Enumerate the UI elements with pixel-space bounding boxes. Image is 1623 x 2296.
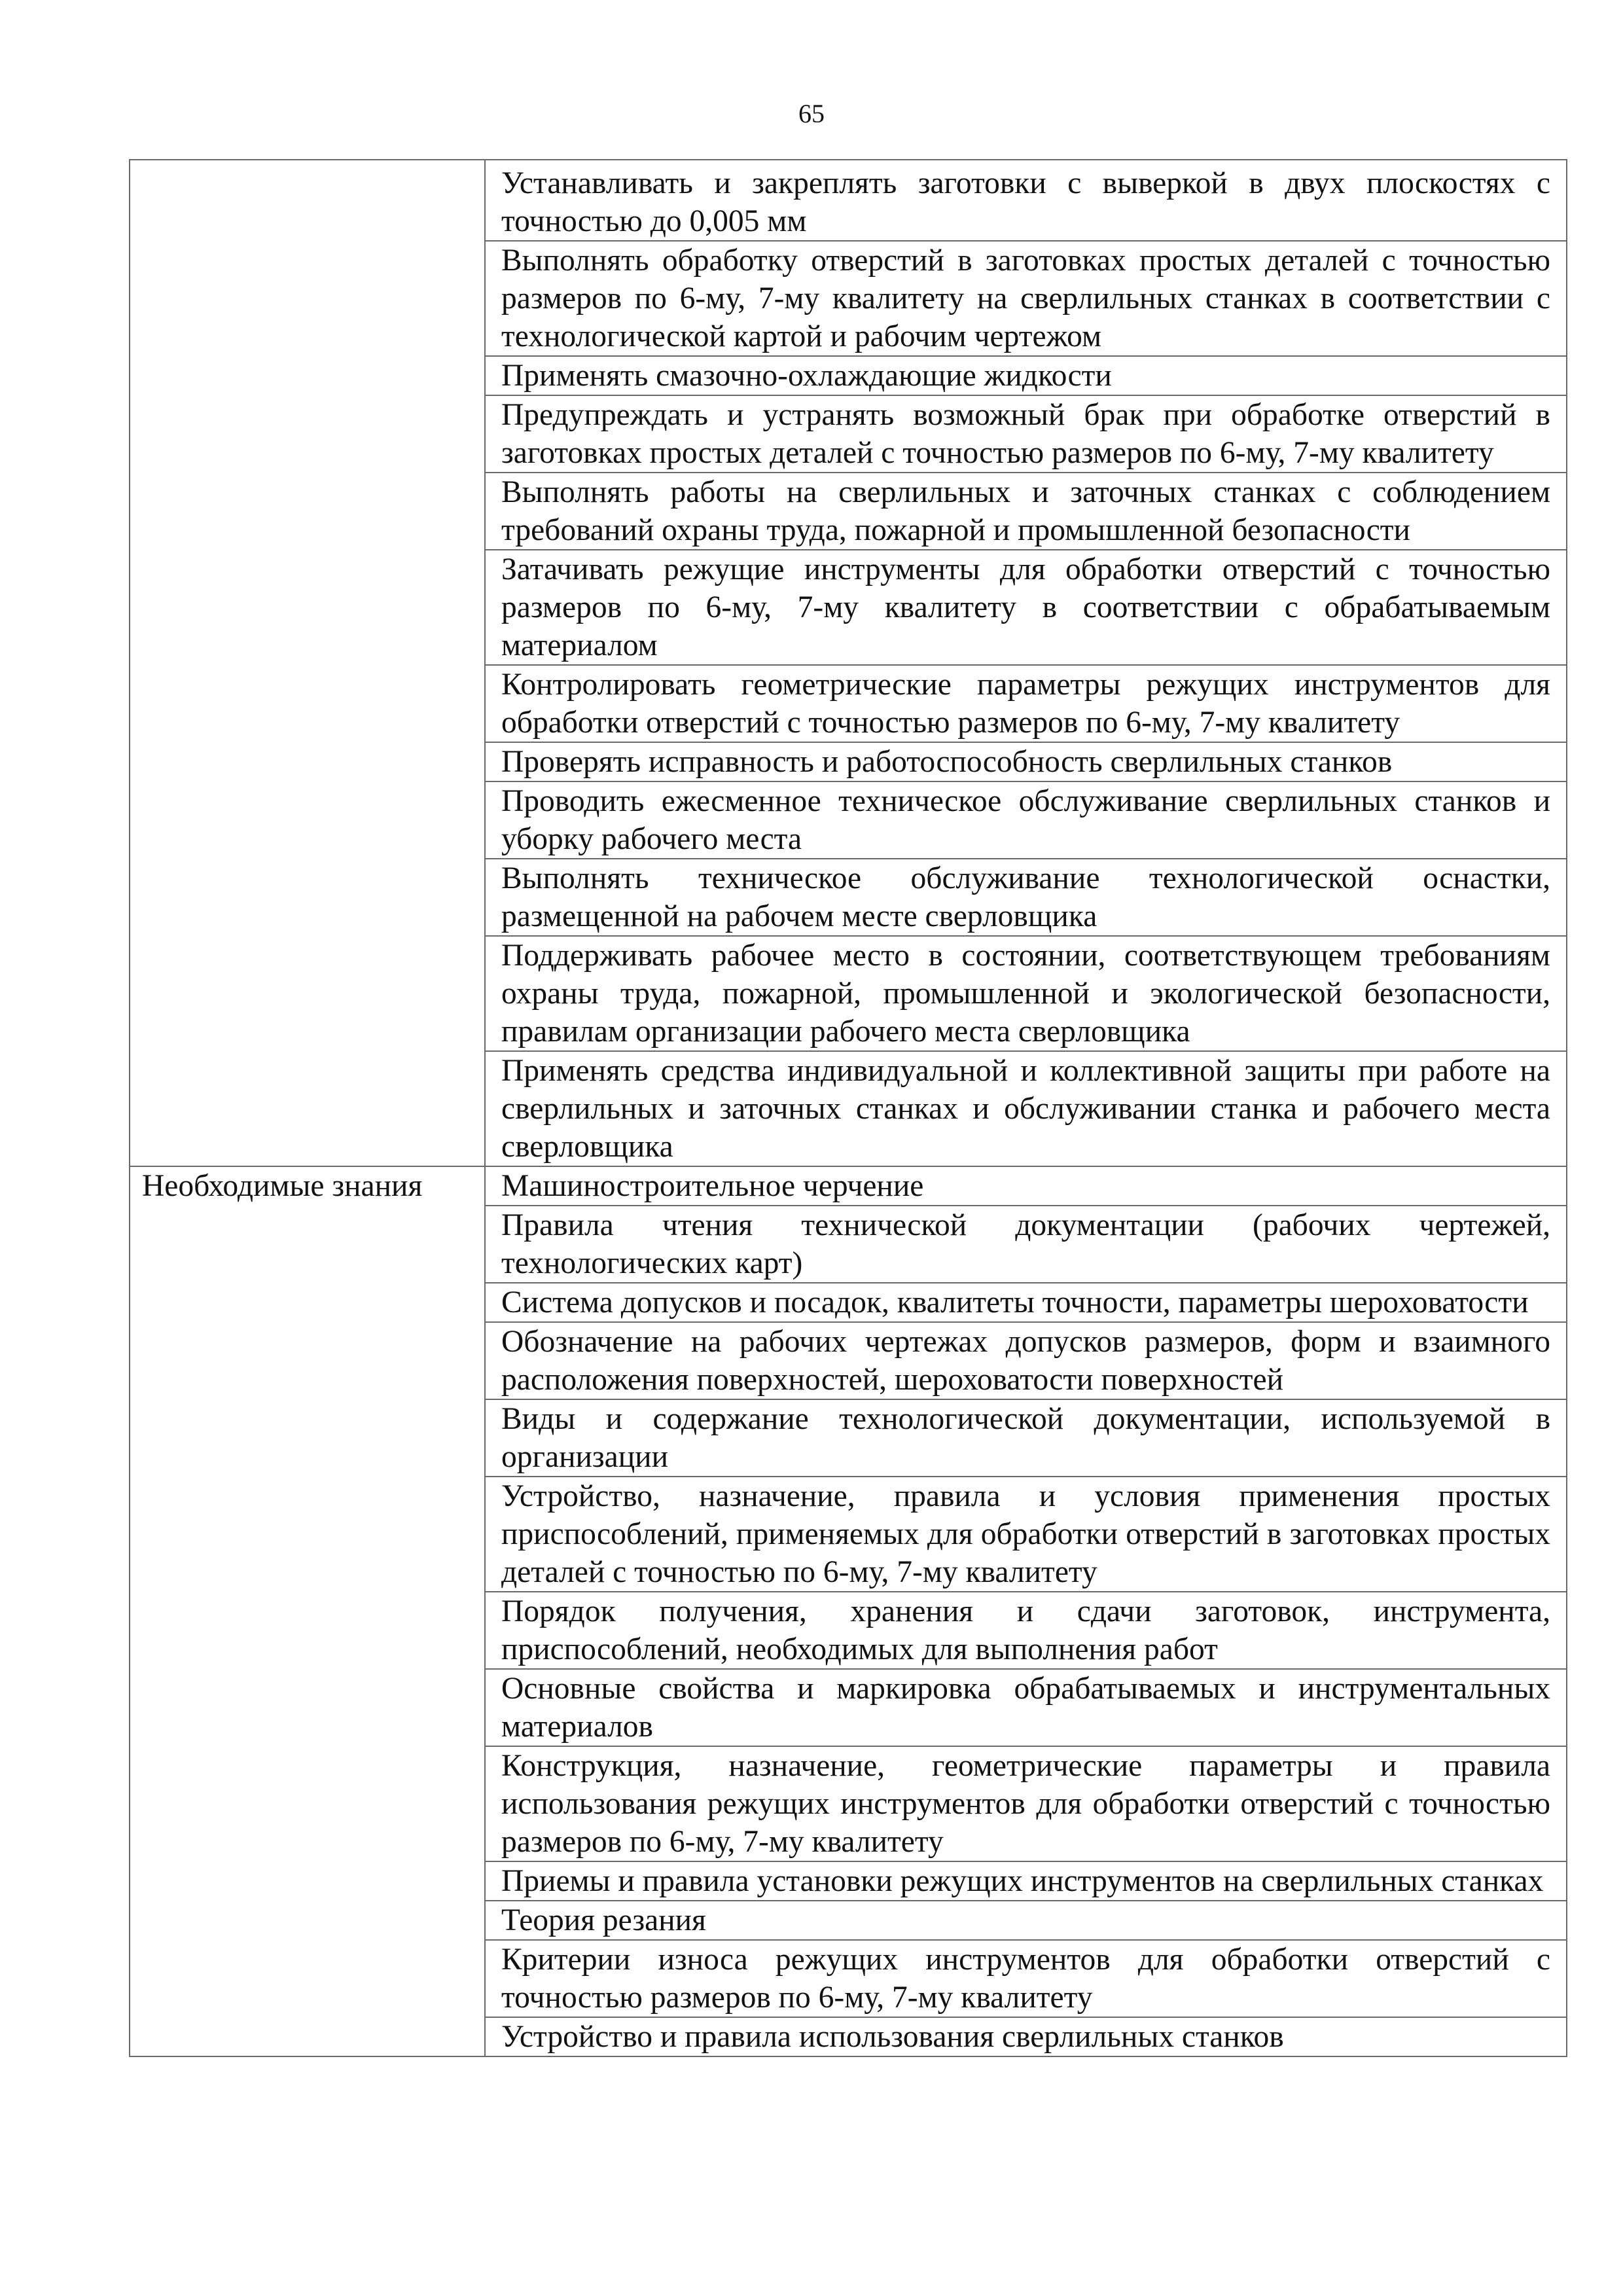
requirements-table xyxy=(129,159,1567,2057)
ability-item: Затачивать режущие инструменты для обработки отверстий с точностью размеров по 6-му, 7-му квалитету в соответствии с обрабатываемым материалом xyxy=(485,550,1567,665)
ability-item: Применять смазочно-охлаждающие жидкости xyxy=(485,356,1567,395)
knowledge-item: Виды и содержание технологической документации, используемой в организации xyxy=(485,1399,1567,1477)
ability-item: Применять средства индивидуальной и коллективной защиты при работе на сверлильных и заточных станках и обслуживании станка и рабочего места сверловщика xyxy=(485,1051,1567,1166)
knowledge-item: Критерии износа режущих инструментов для обработки отверстий с точностью размеров по 6-му, 7-му квалитету xyxy=(485,1940,1567,2017)
table-row xyxy=(130,1166,1567,1206)
knowledge-item: Машиностроительное черчение xyxy=(485,1166,1567,1206)
ability-item: Выполнять техническое обслуживание технологической оснастки, размещенной на рабочем месте сверловщика xyxy=(485,859,1567,936)
ability-item: Устанавливать и закреплять заготовки с выверкой в двух плоскостях с точностью до 0,005 мм xyxy=(485,160,1567,241)
knowledge-label-cell: Необходимые знания xyxy=(130,1166,485,2056)
page-number: 65 xyxy=(798,99,825,128)
knowledge-item: Конструкция, назначение, геометрические параметры и правила использования режущих инструментов для обработки отверстий с точностью размеров по 6-му, 7-му квалитету xyxy=(485,1746,1567,1861)
ability-item: Выполнять обработку отверстий в заготовках простых деталей с точностью размеров по 6-му, 7-му квалитету на сверлильных станках в соответствии с технологической картой и рабочим чертежом xyxy=(485,241,1567,356)
knowledge-item: Устройство и правила использования сверлильных станков xyxy=(485,2017,1567,2056)
knowledge-item: Устройство, назначение, правила и условия применения простых приспособлений, применяемых для обработки отверстий в заготовках простых деталей с точностью по 6-му, 7-му квалитету xyxy=(485,1477,1567,1592)
ability-item: Поддерживать рабочее место в состоянии, соответствующем требованиям охраны труда, пожарной, промышленной и экологической безопасности, правилам организации рабочего места сверловщика xyxy=(485,936,1567,1051)
knowledge-item: Приемы и правила установки режущих инструментов на сверлильных станках xyxy=(485,1861,1567,1901)
ability-item: Предупреждать и устранять возможный брак при обработке отверстий в заготовках простых деталей с точностью размеров по 6-му, 7-му квалитету xyxy=(485,395,1567,473)
knowledge-item: Система допусков и посадок, квалитеты точности, параметры шероховатости xyxy=(485,1283,1567,1322)
knowledge-item: Правила чтения технической документации (рабочих чертежей, технологических карт) xyxy=(485,1206,1567,1283)
ability-item: Выполнять работы на сверлильных и заточных станках с соблюдением требований охраны труда, пожарной и промышленной безопасности xyxy=(485,473,1567,550)
knowledge-item: Обозначение на рабочих чертежах допусков размеров, форм и взаимного расположения поверхностей, шероховатости поверхностей xyxy=(485,1322,1567,1399)
knowledge-item: Порядок получения, хранения и сдачи заготовок, инструмента, приспособлений, необходимых для выполнения работ xyxy=(485,1592,1567,1669)
knowledge-item: Основные свойства и маркировка обрабатываемых и инструментальных материалов xyxy=(485,1669,1567,1746)
ability-item: Контролировать геометрические параметры режущих инструментов для обработки отверстий с точностью размеров по 6-му, 7-му квалитету xyxy=(485,665,1567,742)
table-row xyxy=(130,160,1567,241)
ability-item: Проверять исправность и работоспособность сверлильных станков xyxy=(485,742,1567,781)
knowledge-item: Теория резания xyxy=(485,1901,1567,1940)
ability-item: Проводить ежесменное техническое обслуживание сверлильных станков и уборку рабочего места xyxy=(485,781,1567,859)
abilities-label-cell xyxy=(130,160,485,1166)
